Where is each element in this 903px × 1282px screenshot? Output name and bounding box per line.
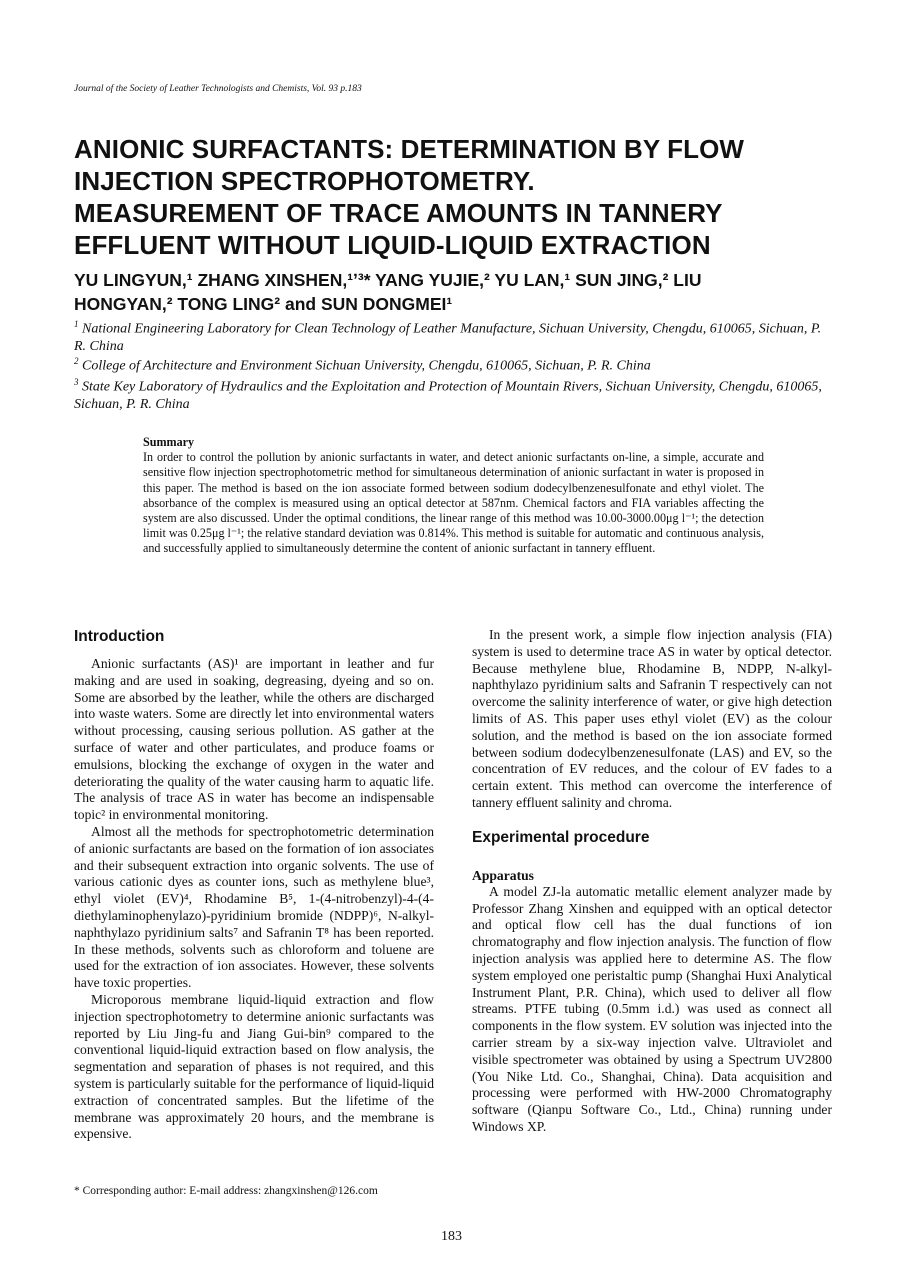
affiliation-mark: 2 [74,356,79,366]
authors-line-1: YU LINGYUN,¹ ZHANG XINSHEN,¹ʼ³* YANG YUJIE,² YU LAN,¹ SUN JING,² LIU [74,270,702,290]
intro-paragraph-2: Almost all the methods for spectrophotometric determination of anionic surfactants are based on the formation of ion associates and their subsequent extraction into organic solvents. The use of various cationic dyes as counter ions, such as methylene blue³, ethyl violet (EV)⁴, Rhodamine B⁵, 1-(4-nitrobenzyl)-4-(4-diethylaminophenylazo)-pyridinium bromide (NDPP)⁶, N-alkyl-naphthylazo pyridinium salts⁷ and Safranin T⁸ has been reported. In these methods, solvents such as chloroform and toluene are used for the extraction of ion associates. However, these solvents have toxic properties. [74,823,434,991]
journal-header: Journal of the Society of Leather Technologists and Chemists, Vol. 93 p.183 [74,84,362,94]
author-list [74,268,834,316]
apparatus-paragraph: A model ZJ-la automatic metallic element analyzer made by Professor Zhang Xinshen and equipped with an optical detector and optical flow cell has the dual functions of ion chromatography and flow injection analysis. The function of flow injection analysis was applied here to determine AS. The flow system employed one peristaltic pump (Shanghai Huxi Analytical Instrument Plant, P.R. China), which used to deliver all flow streams. PTFE tubing (0.5mm i.d.) was used as connect all components in the flow system. EV solution was injected into the carrier stream by a six-way injection valve. Ultraviolet and visible spectrometer was obtained by using a Spectrum UV2800 (You Nike Ltd. Co., Shanghai, China). Data acquisition and processing were performed with HW-2000 Chromatography software (Qianpu Software Co., Ltd., China) running under Windows XP. [472,883,832,1134]
intro-paragraph-3: Microporous membrane liquid-liquid extraction and flow injection spectrophotometry to determine anionic surfactants was reported by Liu Jing-fu and Jiang Gui-bin⁹ compared to the conventional liquid-liquid extraction based on flow analysis, the segmentation and separation of phases is not required, and this system is particularly suitable for the performance of liquid-liquid extraction of concentrated samples. But the lifetime of the membrane was approximately 20 hours, and the membrane is expensive. [74,991,434,1142]
summary-text: In order to control the pollution by anionic surfactants in water, and detect anionic surfactants on-line, a simple, accurate and sensitive flow injection spectrophotometric method for simultaneous determination of anionic surfactant in water is proposed in this paper. The method is based on the ion associate formed between sodium dodecylbenzenesulfonate and ethyl violet. The absorbance of the complex is measured using an optical detector at 587nm. Chemical factors and FIA variables affecting the system are also discussed. Under the optimal conditions, the linear range of this method was 10.00-3000.00μg l⁻¹; the detection limit was 0.25μg l⁻¹; the relative standard deviation was 0.814%. This method is suitable for automatic and continuous analysis, and successfully applied to simultaneously determine the content of anionic surfactant in tannery effluent. [143,450,764,556]
affiliation-1 [74,316,834,356]
title-line-4: EFFLUENT WITHOUT LIQUID-LIQUID EXTRACTION [74,230,711,260]
intro-paragraph-1: Anionic surfactants (AS)¹ are important in leather and fur making and are used in soaking, degreasing, dyeing and so on. Some are absorbed by the leather, while the others are discharged into waste waters. Some are directly let into environmental waters without processing, causing serious pollution. AS gather at the surface of water and other particulates, and produce foams or emulsions, blocking the exchange of oxygen in the water and deteriorating the quality of the water causing harm to aquatic life. The analysis of trace AS in water has become an indispensable topic² in environmental monitoring. [74,656,434,823]
paper-title [74,133,834,261]
corresponding-author-footnote: * Corresponding author: E-mail address: zhangxinshen@126.com [74,1185,378,1197]
affiliation-mark: 1 [74,319,79,329]
affiliation-mark: 3 [74,377,79,387]
left-column [74,627,434,1143]
summary-heading: Summary [143,435,195,449]
title-line-2: INJECTION SPECTROPHOTOMETRY. [74,166,535,196]
experimental-heading: Experimental procedure [472,828,650,846]
affiliation-3 [74,374,834,414]
page-number: 183 [441,1229,462,1244]
authors-line-2: HONGYAN,² TONG LING² and SUN DONGMEI¹ [74,294,453,314]
affiliation-2 [74,353,834,375]
title-line-1: ANIONIC SURFACTANTS: DETERMINATION BY FLOW [74,134,745,164]
affiliation-text: National Engineering Laboratory for Clean Technology of Leather Manufacture, Sichuan University, Chengdu, 610065, Sichuan, P. R. China [74,321,822,355]
affiliation-text: State Key Laboratory of Hydraulics and the Exploitation and Protection of Mountain Rivers, Sichuan University, Chengdu, 610065, Sichuan, P. R. China [74,379,822,413]
right-column [472,627,832,1136]
summary-block [143,435,764,557]
intro-paragraph-4: In the present work, a simple flow injection analysis (FIA) system is used to determine trace AS in water by optical detector. Because methylene blue, Rhodamine B, NDPP, N-alkyl-naphthylazo pyridinium salts and Safranin T respectively can not overcome the salinity interference of water, or give high detection limits of AS. This paper uses ethyl violet (EV) as the colour solution, and the method is based on the ion associate formed between sodium dodecylbenzenesulfonate (LAS) and EV, so the concentration of EV reduces, and the colour of EV fades to a certain extent. This method can overcome the interference of tannery effluent salinity and chroma. [472,627,832,810]
affiliation-text: College of Architecture and Environment Sichuan University, Chengdu, 610065, Sichuan, P. R. China [78,358,651,374]
apparatus-heading: Apparatus [472,867,534,883]
title-line-3: MEASUREMENT OF TRACE AMOUNTS IN TANNERY [74,198,723,228]
introduction-heading: Introduction [74,628,165,645]
